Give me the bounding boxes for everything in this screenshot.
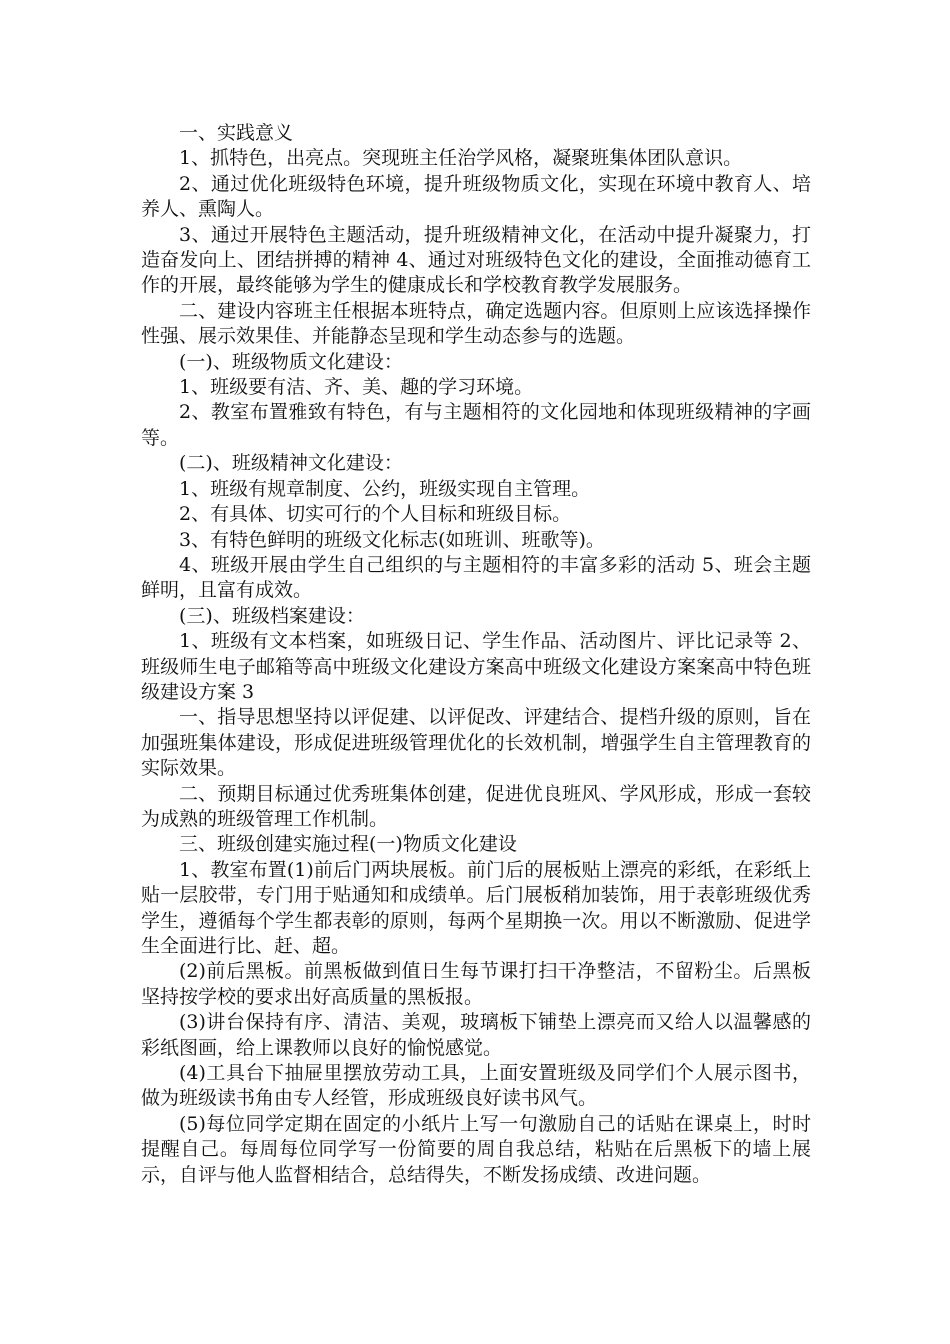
section-heading: (二)、班级精神文化建设：: [179, 452, 403, 475]
paragraph: 1、抓特色，出亮点。突现班主任治学风格，凝聚班集体团队意识。: [179, 147, 743, 170]
paragraph: 二、预期目标通过优秀班集体创建，促进优良班风、学风形成，形成一套较为成熟的班级管理工作机制。: [141, 782, 811, 830]
paragraph: 3、有特色鲜明的班级文化标志(如班训、班歌等)。: [179, 528, 605, 551]
section-heading: (三)、班级档案建设：: [179, 604, 365, 627]
paragraph: 二、建设内容班主任根据本班特点，确定选题内容。但原则上应该选择操作性强、展示效果佳、并能静态呈现和学生动态参与的选题。: [141, 299, 811, 348]
paragraph: 3、通过开展特色主题活动，提升班级精神文化，在活动中提升凝聚力，打造奋发向上、团结拼搏的精神 4、通过对班级特色文化的建设，全面推动德育工作的开展，最终能够为学生的健康成长和学校教育教学发展服务。: [141, 223, 811, 297]
paragraph: 4、班级开展由学生自己组织的与主题相符的丰富多彩的活动 5、班会主题鲜明，且富有成效。: [141, 553, 811, 602]
section-heading: (一)、班级物质文化建设：: [179, 350, 403, 373]
document-page: [141, 121, 811, 1188]
paragraph: 2、通过优化班级特色环境，提升班级物质文化，实现在环境中教育人、培养人、熏陶人。: [141, 172, 811, 221]
paragraph: 2、有具体、切实可行的个人目标和班级目标。: [179, 503, 572, 526]
paragraph: (4)工具台下抽屉里摆放劳动工具，上面安置班级及同学们个人展示图书，做为班级读书角由专人经管，形成班级良好读书风气。: [141, 1062, 811, 1110]
paragraph: 1、班级要有洁、齐、美、趣的学习环境。: [179, 376, 534, 399]
heading-practical-significance: 一、实践意义: [179, 122, 294, 144]
paragraph: (2)前后黑板。前黑板做到值日生每节课打扫干净整洁，不留粉尘。后黑板坚持按学校的要求出好高质量的黑板报。: [141, 960, 811, 1008]
paragraph: 1、班级有规章制度、公约，班级实现自主管理。: [179, 477, 591, 500]
paragraph: 1、班级有文本档案，如班级日记、学生作品、活动图片、评比记录等 2、班级师生电子邮箱等高中班级文化建设方案高中班级文化建设方案案高中特色班级建设方案 3: [141, 630, 811, 703]
paragraph: 一、指导思想坚持以评促建、以评促改、评建结合、提档升级的原则，旨在加强班集体建设，形成促进班级管理优化的长效机制，增强学生自主管理教育的实际效果。: [141, 706, 811, 780]
paragraph: 2、教室布置雅致有特色，有与主题相符的文化园地和体现班级精神的字画等。: [141, 401, 811, 449]
paragraph: (5)每位同学定期在固定的小纸片上写一句激励自己的话贴在课桌上，时时提醒自己。每周每位同学写一份简要的周自我总结，粘贴在后黑板下的墙上展示，自评与他人监督相结合，总结得失，不断发扬成绩、改进问题。: [141, 1112, 811, 1186]
section-heading: 三、班级创建实施过程(一)物质文化建设: [179, 833, 517, 856]
paragraph: (3)讲台保持有序、清洁、美观，玻璃板下铺垫上漂亮而又给人以温馨感的彩纸图画，给上课教师以良好的愉悦感觉。: [141, 1011, 811, 1059]
paragraph: 1、教室布置(1)前后门两块展板。前门后的展板贴上漂亮的彩纸，在彩纸上贴一层胶带，专门用于贴通知和成绩单。后门展板稍加装饰，用于表彰班级优秀学生，遵循每个学生都表彰的原则，每两个星期换一次。用以不断激励、促进学生全面进行比、赶、超。: [141, 858, 811, 957]
